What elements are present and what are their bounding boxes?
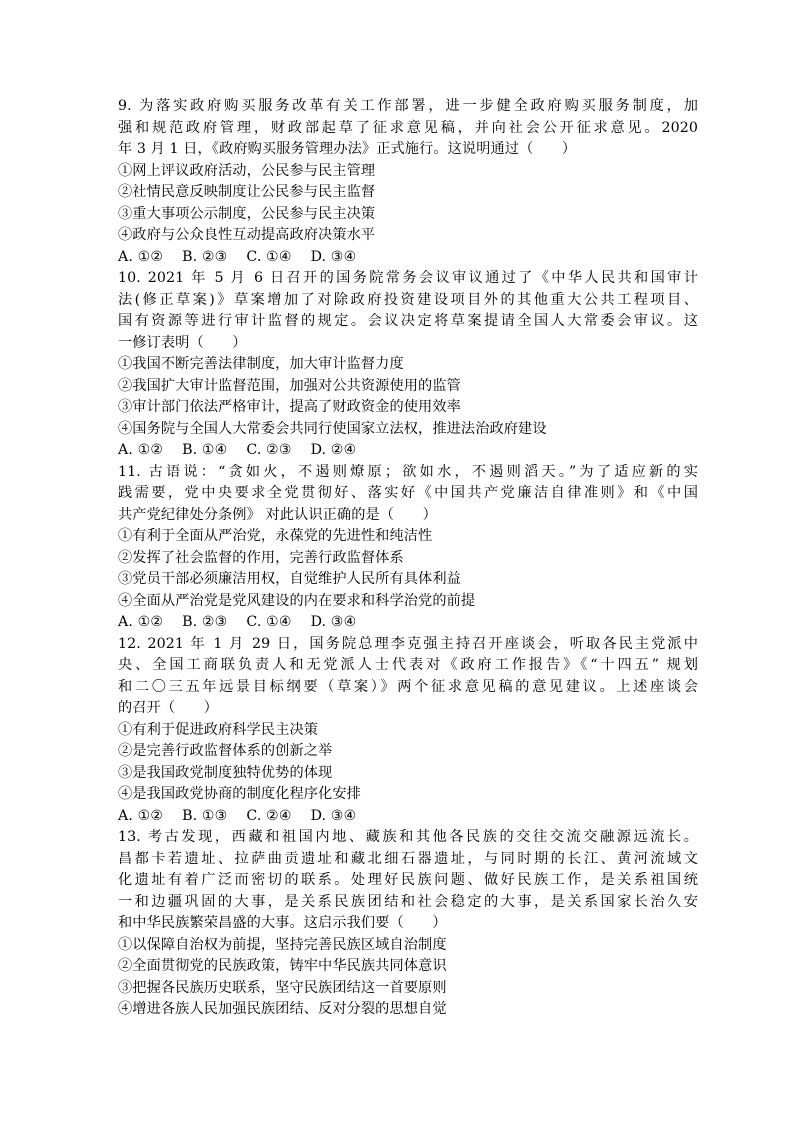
statement-item: ②是完善行政监督体系的创新之举 — [118, 743, 333, 759]
question-9 — [118, 96, 698, 268]
question-stem-line: 践需要，党中央要求全党贯彻好、落实好《中国共产党廉洁自律准则》和《中国 — [118, 485, 698, 501]
statement-item: ③党员干部必须廉洁用权，自觉维护人民所有具体利益 — [118, 571, 461, 587]
statement-item: ④增进各族人民加强民族团结、反对分裂的思想自觉 — [118, 1001, 447, 1017]
question-stem-line: 12. 2021 年 1 月 29 日，国务院总理李克强主持召开座谈会，听取各民主党派中 — [118, 635, 698, 652]
statement-list — [118, 720, 698, 828]
statement-item: ④全面从严治党是党风建设的内在要求和科学治党的前提 — [118, 592, 476, 609]
question-stem-line: 9. 为落实政府购买服务改革有关工作部署，进一步健全政府购买服务制度，加 — [118, 98, 698, 114]
statement-item: ①以保障自治权为前提，坚持完善民族区域自治制度 — [118, 936, 447, 953]
question-stem-line: 年 3 月 1 日，《政府购买服务管理办法》正式施行。这说明通过（ ） — [118, 141, 577, 157]
statement-item: ③把握各民族历史联系，坚守民族团结这一首要原则 — [118, 979, 447, 996]
statement-item: ①我国不断完善法律制度，加大审计监督力度 — [118, 356, 404, 372]
statement-item: ④国务院与全国人大常委会共同行使国家立法权，推进法治政府建设 — [118, 420, 547, 437]
question-11 — [118, 462, 698, 634]
question-stem-line: 一修订表明（ ） — [118, 334, 247, 351]
statement-list — [118, 526, 698, 634]
question-stem-line: 法(修正草案)》草案增加了对除政府投资建设项目外的其他重大公共工程项目、 — [118, 291, 698, 308]
statement-item: ②发挥了社会监督的作用，完善行政监督体系 — [118, 549, 404, 566]
question-stem-line: 昌都卡若遗址、拉萨曲贡遗址和藏北细石器遗址，与同时期的长江、黄河流域文 — [118, 850, 698, 867]
statement-item: ②全面贯彻党的民族政策，铸牢中华民族共同体意识 — [118, 958, 447, 974]
statement-list — [118, 935, 698, 1021]
question-stem-line: 化遗址有着广泛而密切的联系。处理好民族问题、做好民族工作，是关系祖国统 — [118, 872, 698, 888]
statement-item: ②社情民意反映制度让公民参与民主监督 — [118, 184, 376, 200]
question-stem-line: 10. 2021 年 5 月 6 日召开的国务院常务会议审议通过了《中华人民共和国审计 — [118, 270, 698, 286]
question-stem-line: 一和边疆巩固的大事，是关系民族团结和社会稳定的大事，是关系国家长治久安 — [118, 893, 698, 910]
question-stem-line: 和中华民族繁荣昌盛的大事。这启示我们要（ ） — [118, 915, 447, 931]
question-13 — [118, 827, 698, 1021]
statement-item: ④政府与公众良性互动提高政府决策水平 — [118, 227, 376, 243]
question-stem-line: 央、全国工商联负责人和无党派人士代表对《政府工作报告》《“十四五” 规划 — [118, 657, 698, 673]
question-stem-line: 和二〇三五年远景目标纲要（草案）》两个征求意见稿的意见建议。上述座谈会 — [118, 678, 698, 695]
statement-item: ④是我国政党协商的制度化程序化安排 — [118, 786, 361, 802]
statement-item: ①有利于促进政府科学民主决策 — [118, 721, 319, 738]
question-12 — [118, 634, 698, 828]
statement-list — [118, 161, 698, 269]
question-stem-line: 的召开（ ） — [118, 700, 219, 716]
answer-choices: A. ①② B. ②③ C. ①④ D. ③④ — [118, 248, 357, 265]
statement-item: ①网上评议政府活动，公民参与民主管理 — [118, 162, 376, 179]
question-stem-line: 13. 考古发现，西藏和祖国内地、藏族和其他各民族的交往交流交融源远流长。 — [118, 829, 698, 845]
statement-item: ①有利于全面从严治党，永葆党的先进性和纯洁性 — [118, 528, 433, 544]
answer-choices: A. ①② B. ②③ C. ①④ D. ③④ — [118, 614, 357, 630]
statement-item: ③是我国政党制度独特优势的体现 — [118, 764, 333, 781]
question-stem-line: 国有资源等进行审计监督的规定。会议决定将草案提请全国人大常委会审议。这 — [118, 313, 698, 329]
question-10 — [118, 268, 698, 462]
statement-item: ②我国扩大审计监督范围，加强对公共资源使用的监管 — [118, 377, 461, 394]
question-stem-line: 共产党纪律处分条例》 对此认识正确的是（ ） — [118, 506, 437, 523]
statement-item: ③重大事项公示制度，公民参与民主决策 — [118, 205, 376, 222]
answer-choices: A. ①② B. ①④ C. ②③ D. ②④ — [118, 442, 357, 458]
question-stem-line: 11. 古语说：“贪如火，不遏则燎原；欲如水，不遏则滔天。”为了适应新的实 — [118, 463, 698, 480]
statement-item: ③审计部门依法严格审计，提高了财政资金的使用效率 — [118, 399, 461, 415]
statement-list — [118, 354, 698, 462]
answer-choices: A. ①② B. ①③ C. ②④ D. ③④ — [118, 807, 357, 824]
question-stem-line: 强和规范政府管理，财政部起草了征求意见稿，并向社会公开征求意见。2020 — [118, 119, 698, 136]
